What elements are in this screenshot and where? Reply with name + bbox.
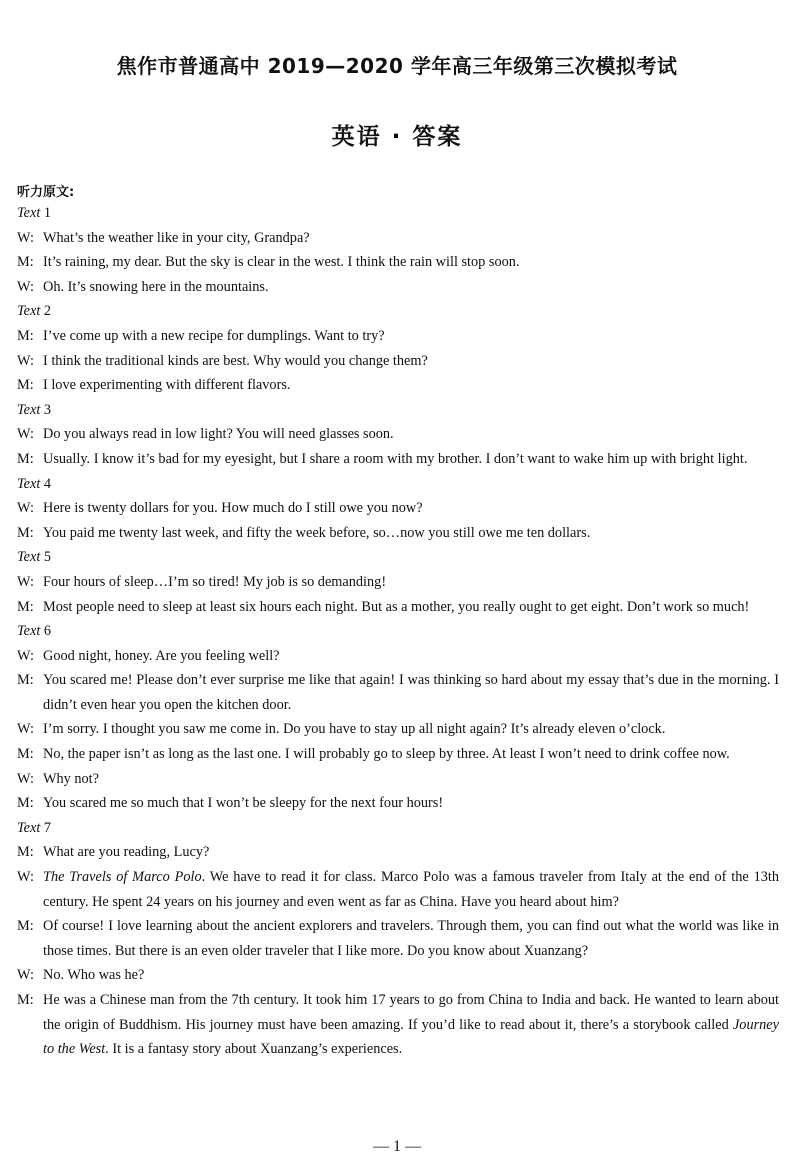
dialogue-line (17, 791, 779, 816)
utterance-text: It’s raining, my dear. But the sky is clear in the west. I think the rain will stop soon. (43, 254, 520, 271)
utterance-text: Here is twenty dollars for you. How much do I still owe you now? (43, 500, 423, 517)
text-heading (17, 472, 779, 497)
text-heading-label: Text (17, 303, 41, 320)
dialogue-line (17, 275, 779, 300)
document-subtitle: 英语 · 答案 (331, 124, 463, 150)
text-heading (17, 299, 779, 324)
utterance-text: Usually. I know it’s bad for my eyesight, but I share a room with my brother. I don’t want to wake him up with bright light. (43, 450, 748, 467)
dialogue-line (17, 644, 779, 669)
dialogue-line (17, 914, 779, 963)
dialogue-line (17, 496, 779, 521)
speaker-label: W: (17, 573, 34, 590)
utterance-text: . We have to read it for class. Marco Polo was a famous traveler from Italy at the end of the 13th century. He spent 24 years on his journey and even went as far as China. Have you heard about him? (43, 869, 779, 910)
utterance-text: Good night, honey. Are you feeling well? (43, 647, 280, 664)
dialogue-line (17, 570, 779, 595)
utterance-text: Oh. It’s snowing here in the mountains. (43, 278, 269, 295)
speaker-label: W: (17, 869, 34, 886)
text-heading-number: 7 (43, 819, 52, 836)
speaker-label: W: (17, 721, 34, 738)
text-heading-label: Text (17, 401, 41, 418)
text-heading-label: Text (17, 623, 41, 640)
dialogue-line (17, 422, 779, 447)
utterance-text: I think the traditional kinds are best. Why would you change them? (43, 352, 428, 369)
speaker-label: M: (17, 377, 34, 394)
speaker-label: W: (17, 967, 34, 984)
speaker-label: W: (17, 426, 34, 443)
dialogue-line (17, 595, 779, 620)
speaker-label: M: (17, 672, 34, 689)
utterance-text: Why not? (43, 770, 99, 787)
utterance-text: You scared me so much that I won’t be sleepy for the next four hours! (43, 795, 444, 812)
dialogue-line (17, 447, 779, 472)
dialogue-line (17, 742, 779, 767)
text-heading-number: 3 (43, 401, 52, 418)
speaker-label: M: (17, 598, 34, 615)
section-label: 听力原文: (17, 185, 75, 200)
dialogue-line (17, 865, 779, 914)
speaker-label: M: (17, 450, 34, 467)
speaker-label: W: (17, 278, 34, 295)
dialogue-line (17, 349, 779, 374)
speaker-label: M: (17, 327, 34, 344)
text-heading (17, 201, 779, 226)
text-heading-label: Text (17, 819, 41, 836)
text-heading (17, 398, 779, 423)
speaker-label: W: (17, 352, 34, 369)
utterance-text: Four hours of sleep…I’m so tired! My job is so demanding! (43, 573, 387, 590)
speaker-label: M: (17, 746, 34, 763)
book-title: Journey to the West (43, 1016, 779, 1058)
text-heading (17, 545, 779, 570)
utterance-text: You paid me twenty last week, and fifty the week before, so…now you still owe me ten dollars. (43, 524, 591, 541)
dialogue-line (17, 963, 779, 988)
speaker-label: W: (17, 229, 34, 246)
speaker-label: M: (17, 524, 34, 541)
speaker-label: M: (17, 918, 34, 935)
dialogue-line (17, 521, 779, 546)
listening-transcript (17, 201, 779, 1062)
utterance-text: I’m sorry. I thought you saw me come in. Do you have to stay up all night again? It’s already eleven o’clock. (43, 721, 666, 738)
text-heading-number: 4 (43, 475, 52, 492)
speaker-label: W: (17, 647, 34, 664)
speaker-label: M: (17, 992, 34, 1008)
page-number: — 1 — (373, 1138, 421, 1155)
speaker-label: W: (17, 500, 34, 517)
text-heading-label: Text (17, 549, 41, 566)
utterance-text: Most people need to sleep at least six hours each night. But as a mother, you really ought to get eight. Don’t work so much! (43, 598, 750, 615)
dialogue-line (17, 988, 779, 1062)
speaker-label: W: (17, 770, 34, 787)
dialogue-line (17, 324, 779, 349)
utterance-text: What’s the weather like in your city, Grandpa? (43, 229, 310, 246)
utterance-text: No. Who was he? (43, 967, 145, 984)
utterance-text: . It is a fantasy story about Xuanzang’s experiences. (105, 1041, 403, 1058)
book-title: The Travels of Marco Polo (43, 869, 202, 886)
dialogue-line (17, 668, 779, 717)
speaker-label: M: (17, 844, 34, 861)
dialogue-line (17, 767, 779, 792)
text-heading-number: 1 (43, 205, 52, 221)
text-heading-number: 5 (43, 549, 52, 566)
utterance-text: Of course! I love learning about the ancient explorers and travelers. Through them, you can find out what the world was like in those times. But there is an even older traveler that I like more. Do you know about Xuanzang? (43, 918, 779, 959)
text-heading-number: 6 (43, 623, 52, 640)
utterance-text: Do you always read in low light? You will need glasses soon. (43, 426, 394, 443)
text-heading (17, 619, 779, 644)
dialogue-line (17, 373, 779, 398)
text-heading (17, 816, 779, 841)
speaker-label: M: (17, 795, 34, 812)
utterance-text: You scared me! Please don’t ever surprise me like that again! I was thinking so hard about my essay that’s due in the morning. I didn’t even hear you open the kitchen door. (43, 672, 779, 713)
dialogue-line (17, 717, 779, 742)
speaker-label: M: (17, 254, 34, 271)
utterance-text: No, the paper isn’t as long as the last one. I will probably go to sleep by three. At least I won’t need to drink coffee now. (43, 746, 730, 763)
utterance-text: He was a Chinese man from the 7th century. It took him 17 years to go from China to India and back. He wanted to learn about the origin of Buddhism. His journey must have been amazing. If you’d like to read about it, there’s a storybook called (43, 992, 779, 1033)
dialogue-line (17, 840, 779, 865)
utterance-text: I love experimenting with different flavors. (43, 377, 291, 394)
dialogue-line (17, 250, 779, 275)
utterance-text: I’ve come up with a new recipe for dumplings. Want to try? (43, 327, 385, 344)
dialogue-line (17, 226, 779, 251)
text-heading-label: Text (17, 205, 41, 221)
utterance-text: What are you reading, Lucy? (43, 844, 210, 861)
document-title: 焦作市普通高中 2019—2020 学年高三年级第三次模拟考试 (116, 54, 678, 78)
text-heading-label: Text (17, 475, 41, 492)
text-heading-number: 2 (43, 303, 52, 320)
